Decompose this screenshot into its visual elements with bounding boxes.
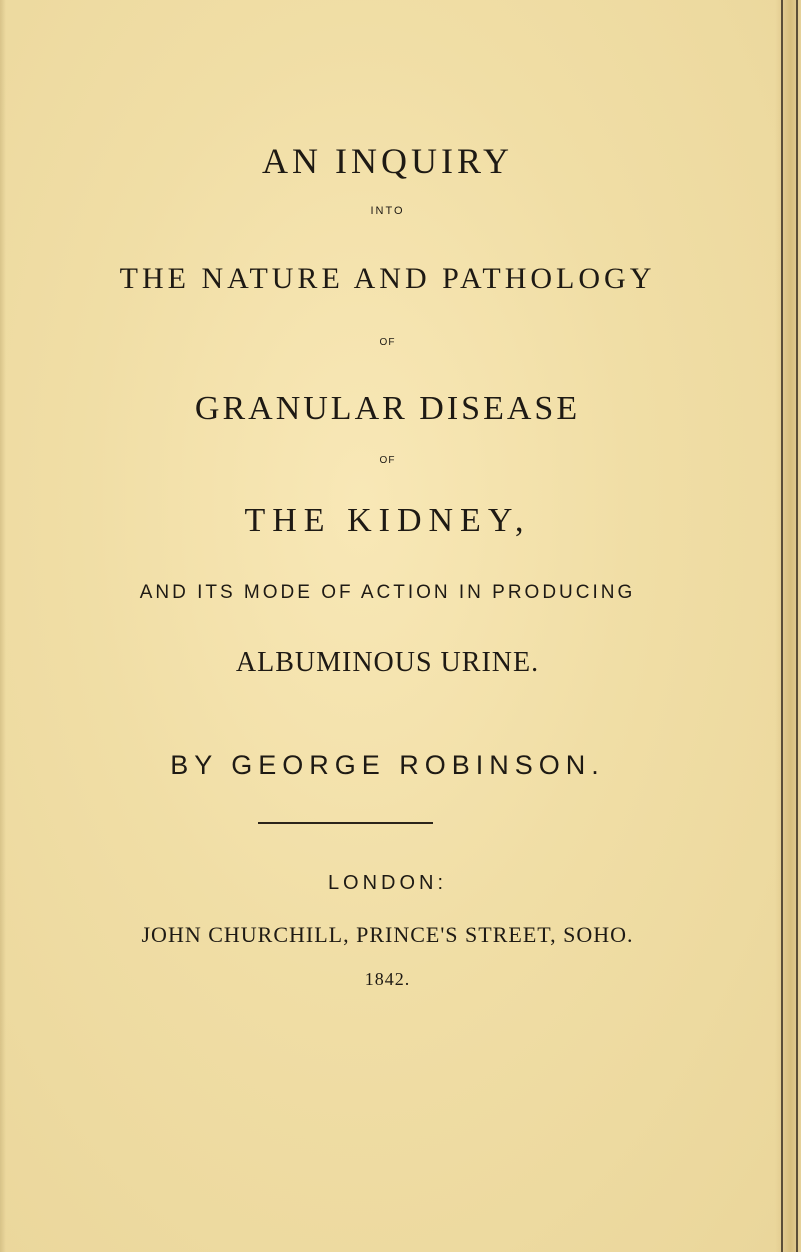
title-line-4: THE KIDNEY, bbox=[244, 502, 531, 539]
title-connector-into: INTO bbox=[370, 205, 405, 217]
imprint-year: 1842. bbox=[364, 969, 411, 989]
title-line-1: AN INQUIRY bbox=[262, 141, 513, 181]
title-connector-of-2: OF bbox=[379, 455, 396, 466]
author-line: BY GEORGE ROBINSON. bbox=[170, 750, 605, 780]
page-gutter-shadow bbox=[0, 0, 6, 1252]
title-line-3: GRANULAR DISEASE bbox=[194, 390, 581, 427]
title-line-2: THE NATURE AND PATHOLOGY bbox=[119, 262, 656, 295]
subtitle-line-2: ALBUMINOUS URINE. bbox=[235, 647, 540, 678]
page-edge-line bbox=[796, 0, 798, 1252]
title-connector-of-1: OF bbox=[379, 337, 396, 348]
page-edge-line bbox=[781, 0, 783, 1252]
divider-rule bbox=[258, 822, 433, 824]
subtitle: AND ITS MODE OF ACTION IN PRODUCING bbox=[139, 582, 636, 603]
imprint-city: LONDON: bbox=[327, 872, 448, 894]
imprint-publisher: JOHN CHURCHILL, PRINCE'S STREET, SOHO. bbox=[141, 922, 634, 947]
